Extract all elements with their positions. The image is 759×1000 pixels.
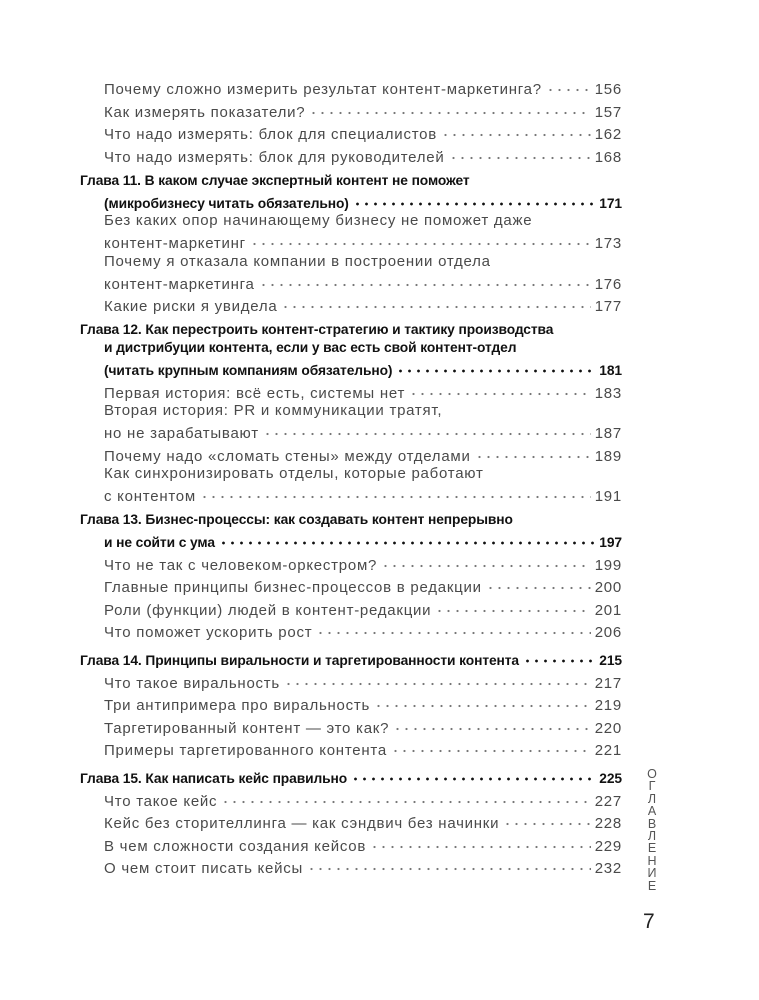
- dot-leader: [381, 552, 591, 570]
- entry-page-number: 199: [594, 556, 622, 574]
- entry-page-number: 200: [594, 579, 622, 596]
- entry-title: Что надо измерять: блок для руководителей: [104, 148, 445, 166]
- entry-page-number: 191: [594, 488, 622, 505]
- toc-entry: [80, 144, 622, 166]
- toc-entry: [80, 737, 622, 759]
- toc-entry: [80, 402, 622, 442]
- entry-page-number: 221: [594, 742, 622, 759]
- entry-page-number: 201: [594, 601, 622, 619]
- section-label-letter: А: [647, 804, 657, 819]
- entry-title: Что такое кейс: [104, 792, 218, 810]
- section-label-letter: И: [647, 866, 657, 881]
- entry-title: и дистрибуции контента, если у вас есть свой контент-отдел: [104, 340, 517, 355]
- toc-entry: [80, 121, 622, 143]
- entry-page-number: 232: [594, 860, 622, 877]
- entry-title: В чем сложности создания кейсов: [104, 837, 367, 855]
- toc-chapter: [80, 511, 622, 550]
- entry-title: контент-маркетинг: [104, 235, 246, 252]
- section-label: [643, 768, 661, 892]
- entry-title: Глава 13. Бизнес-процессы: как создавать контент непрерывно: [80, 512, 513, 527]
- dot-leader: [263, 420, 591, 438]
- section-label-letter: Г: [648, 779, 656, 794]
- toc-line: [80, 715, 622, 737]
- entry-title: Как синхронизировать отделы, которые работают: [104, 465, 484, 482]
- entry-title: Какие риски я увидела: [104, 298, 278, 315]
- dot-leader: [523, 647, 595, 665]
- entry-page-number: 197: [599, 535, 622, 550]
- entry-page-number: 162: [594, 126, 622, 143]
- dot-leader: [259, 271, 591, 289]
- toc-line: [80, 402, 622, 420]
- dot-leader: [316, 619, 590, 637]
- toc-entry: [80, 670, 622, 692]
- dot-leader: [281, 293, 590, 311]
- toc-entry: [80, 788, 622, 810]
- toc-entry: [80, 810, 622, 832]
- dot-leader: [284, 670, 591, 688]
- dot-leader: [503, 810, 590, 828]
- toc-entry: [80, 692, 622, 714]
- entry-title: Почему я отказала компании в построении отдела: [104, 252, 491, 270]
- entry-title: Почему сложно измерить результат контент-маркетинга?: [104, 81, 542, 98]
- entry-page-number: 171: [599, 195, 622, 211]
- toc-entry: [80, 833, 622, 855]
- section-label-letter: Л: [647, 829, 657, 844]
- entry-page-number: 156: [594, 81, 622, 98]
- entry-title: Что не так с человеком-оркестром?: [104, 556, 378, 574]
- entry-page-number: 181: [599, 363, 622, 378]
- toc-line: [80, 855, 622, 877]
- entry-title: Глава 11. В каком случае экспертный контент не поможет: [80, 172, 470, 188]
- toc-line: [80, 788, 622, 810]
- toc-line: [80, 293, 622, 315]
- entry-page-number: 229: [594, 837, 622, 855]
- toc-entry: [80, 552, 622, 574]
- entry-page-number: 176: [594, 275, 622, 293]
- section-label-letter: Е: [647, 841, 657, 856]
- entry-page-number: 173: [594, 235, 622, 252]
- toc-line: [80, 810, 622, 832]
- section-label-letter: О: [647, 767, 657, 781]
- dot-leader: [250, 230, 591, 248]
- entry-page-number: 177: [594, 298, 622, 315]
- entry-page-number: 217: [594, 674, 622, 692]
- toc-line: [80, 99, 622, 121]
- toc-entry: [80, 465, 622, 505]
- entry-title: (читать крупным компаниям обязательно): [104, 363, 393, 378]
- entry-title: Без каких опор начинающему бизнесу не поможет даже: [104, 212, 533, 229]
- toc-line: [80, 76, 622, 98]
- dot-leader: [374, 692, 591, 710]
- section-label-letter: В: [647, 816, 657, 831]
- dot-leader: [409, 380, 591, 398]
- toc-line: [80, 833, 622, 855]
- entry-page-number: 225: [599, 771, 622, 786]
- toc-entry: [80, 619, 622, 641]
- toc-line: [80, 172, 622, 190]
- entry-page-number: 189: [594, 447, 622, 465]
- entry-title: (микробизнесу читать обязательно): [104, 195, 349, 211]
- entry-title: Глава 15. Как написать кейс правильно: [80, 771, 348, 786]
- entry-title: Что надо измерять: блок для специалистов: [104, 126, 437, 143]
- entry-title: но не зарабатывают: [104, 425, 259, 442]
- dot-leader: [475, 443, 591, 461]
- toc-line: [80, 483, 622, 505]
- dot-leader: [546, 76, 591, 94]
- toc-line: [80, 692, 622, 714]
- entry-page-number: 228: [594, 815, 622, 832]
- toc-line: [80, 737, 622, 759]
- toc-entry: [80, 76, 622, 98]
- entry-title: и не сойти с ума: [104, 535, 215, 550]
- toc-line: [80, 511, 622, 529]
- dot-leader: [391, 737, 591, 755]
- entry-page-number: 215: [599, 653, 622, 668]
- toc-line: [80, 271, 622, 293]
- toc-entry: [80, 597, 622, 619]
- dot-leader: [200, 483, 591, 501]
- dot-leader: [486, 574, 591, 592]
- toc-line: [80, 670, 622, 692]
- entry-page-number: 168: [594, 148, 622, 166]
- dot-leader: [219, 529, 595, 547]
- dot-leader: [441, 121, 591, 139]
- entry-title: О чем стоит писать кейсы: [104, 860, 304, 877]
- toc-entry: [80, 380, 622, 402]
- toc-entry: [80, 212, 622, 252]
- section-label-letter: Л: [647, 791, 657, 806]
- toc-line: [80, 121, 622, 143]
- toc-line: [80, 380, 622, 402]
- page-number: 7: [643, 910, 655, 933]
- toc-entry: [80, 252, 622, 293]
- toc-line: [80, 253, 622, 271]
- toc-line: [80, 212, 622, 230]
- toc-chapter: [80, 321, 622, 378]
- section-label-letter: Н: [647, 853, 657, 868]
- toc-entry: [80, 715, 622, 737]
- toc-line: [80, 144, 622, 166]
- toc-entry: [80, 574, 622, 596]
- toc-line: [80, 647, 622, 668]
- table-of-contents: [80, 76, 622, 878]
- toc-line: [80, 357, 622, 378]
- entry-title: Почему надо «сломать стены» между отделами: [104, 447, 471, 465]
- dot-leader: [370, 833, 591, 851]
- entry-title: Роли (функции) людей в контент-редакции: [104, 601, 432, 619]
- entry-page-number: 220: [594, 719, 622, 737]
- entry-title: Таргетированный контент — это как?: [104, 719, 390, 737]
- dot-leader: [393, 715, 591, 733]
- toc-line: [80, 552, 622, 574]
- toc-chapter: [80, 172, 622, 211]
- entry-page-number: 206: [594, 624, 622, 641]
- toc-line: [80, 420, 622, 442]
- entry-title: Что поможет ускорить рост: [104, 624, 313, 641]
- entry-title: Примеры таргетированного контента: [104, 742, 387, 759]
- toc-line: [80, 230, 622, 252]
- section-label-letter: Е: [647, 878, 657, 893]
- entry-title: Главные принципы бизнес-процессов в редакции: [104, 579, 482, 596]
- toc-line: [80, 321, 622, 339]
- dot-leader: [351, 765, 595, 783]
- toc-line: [80, 465, 622, 483]
- entry-title: Три антипримера про виральность: [104, 697, 371, 714]
- entry-page-number: 227: [594, 792, 622, 810]
- dot-leader: [309, 99, 590, 117]
- entry-title: Кейс без сторителлинга — как сэндвич без начинки: [104, 815, 500, 832]
- toc-entry: [80, 443, 622, 465]
- entry-page-number: 219: [594, 697, 622, 714]
- dot-leader: [307, 855, 591, 873]
- dot-leader: [435, 597, 590, 615]
- toc-line: [80, 443, 622, 465]
- toc-line: [80, 529, 622, 550]
- entry-title: контент-маркетинга: [104, 275, 255, 293]
- toc-chapter: [80, 765, 622, 786]
- toc-line: [80, 597, 622, 619]
- toc-entry: [80, 293, 622, 315]
- dot-leader: [353, 190, 595, 208]
- dot-leader: [221, 788, 590, 806]
- entry-title: Как измерять показатели?: [104, 103, 306, 121]
- entry-title: Глава 14. Принципы виральности и таргетированности контента: [80, 653, 520, 668]
- entry-page-number: 157: [594, 103, 622, 121]
- toc-line: [80, 574, 622, 596]
- entry-title: Вторая история: PR и коммуникации тратят,: [104, 402, 443, 419]
- entry-page-number: 187: [594, 425, 622, 442]
- entry-title: с контентом: [104, 488, 196, 505]
- entry-title: Что такое виральность: [104, 674, 280, 692]
- dot-leader: [396, 357, 595, 375]
- toc-line: [80, 190, 622, 211]
- toc-chapter: [80, 647, 622, 668]
- toc-line: [80, 765, 622, 786]
- toc-line: [80, 619, 622, 641]
- entry-title: Глава 12. Как перестроить контент-стратегию и тактику производства: [80, 322, 554, 337]
- entry-page-number: 183: [594, 384, 622, 402]
- dot-leader: [449, 144, 591, 162]
- toc-line: [80, 339, 622, 357]
- entry-title: Первая история: всё есть, системы нет: [104, 384, 406, 402]
- toc-entry: [80, 99, 622, 121]
- toc-entry: [80, 855, 622, 877]
